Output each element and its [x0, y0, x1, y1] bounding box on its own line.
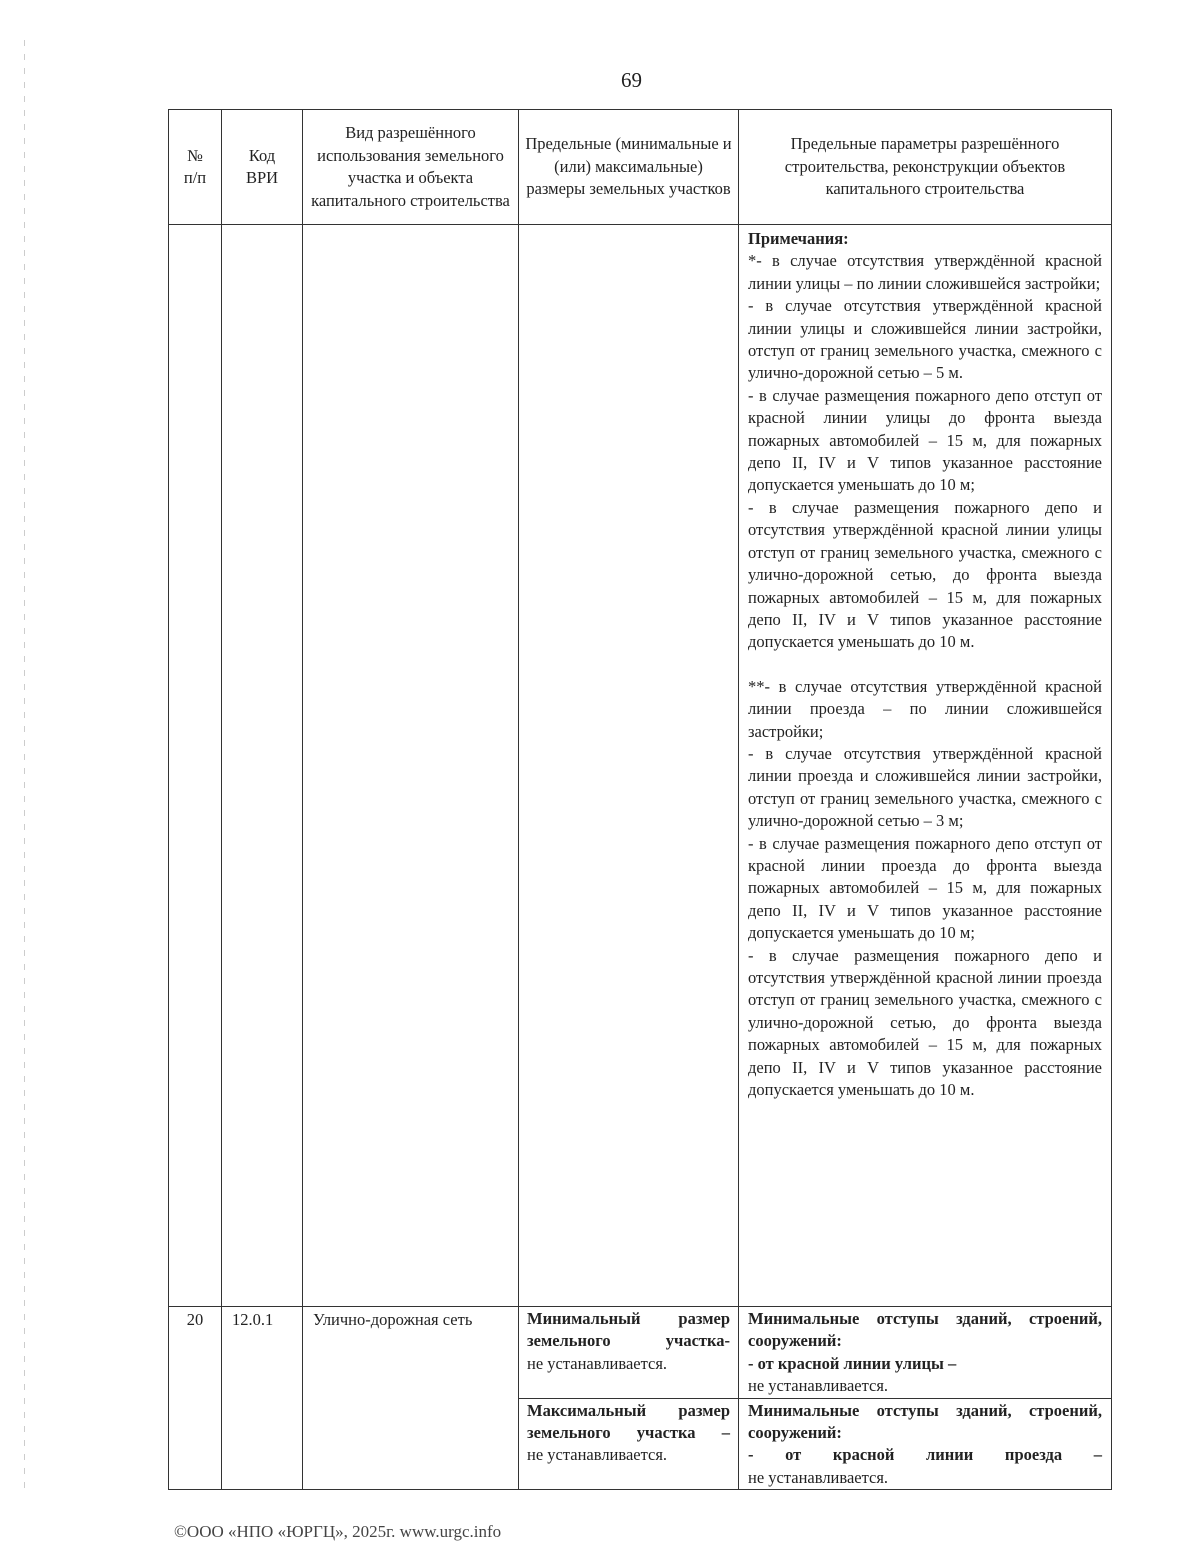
notes-paragraph: **- в случае отсутствия утверждённой красной линии проезда – по линии сложившейся застройки;: [748, 676, 1102, 741]
param2-sub: - от красной линии проезда –: [748, 1445, 1102, 1465]
footer-copyright: ©ООО «НПО «ЮРГЦ», 2025г. www.urgc.info: [174, 1522, 502, 1541]
param1-title: Минимальные отступы зданий, строений, сооружений:: [748, 1309, 1102, 1351]
param2-cell: [739, 1398, 1112, 1490]
size-min-cell: [519, 1307, 739, 1399]
notes-paragraph: - в случае отсутствия утверждённой красной линии улицы и сложившейся линии застройки, отступ от границ земельного участка, смежного с улично-дорожной сетью – 5 м.: [748, 296, 1102, 383]
notes-paragraph: *- в случае отсутствия утверждённой красной линии улицы – по линии сложившейся застройки;: [748, 251, 1102, 293]
notes-title: Примечания:: [748, 229, 849, 248]
notes-empty-code: [222, 225, 303, 1307]
size-max-value: не устанавливается.: [527, 1445, 668, 1465]
table-header-row: [169, 110, 1112, 225]
header-params: Предельные параметры разрешённого строительства, реконструкции объектов капитального строительства: [739, 110, 1112, 225]
param2-title: Минимальные отступы зданий, строений, сооружений:: [748, 1400, 1102, 1443]
table-row-20a: [169, 1307, 1112, 1399]
size-min-title: Минимальный размер земельного участка-: [527, 1309, 730, 1351]
table-row-notes: [169, 225, 1112, 1307]
notes-empty-size: [519, 225, 739, 1307]
notes-paragraph: - в случае размещения пожарного депо отступ от красной линии проезда до фронта выезда пожарных автомобилей – 15 м, для пожарных депо II, IV и V типов указанное расстояние допускается уменьшать до 10 м;: [748, 833, 1102, 943]
notes-empty-num: [169, 225, 222, 1307]
header-num: № п/п: [169, 110, 222, 225]
notes-cell: [739, 225, 1112, 1307]
notes-paragraph: - в случае размещения пожарного депо и отсутствия утверждённой красной линии улицы отступ от границ земельного участка, смежного с улично-дорожной сетью, до фронта выезда пожарных автомобилей – 15 м, для пожарных депо II, IV и V типов указанное расстояние допускается уменьшать до 10 м.: [748, 497, 1102, 652]
zoning-table: [168, 109, 1112, 1490]
header-vid: Вид разрешённого использования земельного участка и объекта капитального строительства: [303, 110, 519, 225]
param1-cell: [739, 1307, 1112, 1399]
notes-gap: [748, 654, 1102, 676]
header-code: Код ВРИ: [222, 110, 303, 225]
notes-paragraph: - в случае отсутствия утверждённой красной линии проезда и сложившейся линии застройки, отступ от границ земельного участка, смежного с улично-дорожной сетью – 3 м;: [748, 743, 1102, 831]
notes-paragraph: - в случае размещения пожарного депо отступ от красной линии улицы до фронта выезда пожарных автомобилей – 15 м, для пожарных депо II, IV и V типов указанное расстояние допускается уменьшать до 10 м;: [748, 385, 1102, 495]
param1-sub: - от красной линии улицы –: [748, 1353, 957, 1373]
notes-paragraph: - в случае размещения пожарного депо и отсутствия утверждённой красной линии проезда отступ от границ земельного участка, смежного с улично-дорожной сетью, до фронта выезда пожарных автомобилей – 15 м, для пожарных депо II, IV и V типов указанное расстояние допускается уменьшать до 10 м.: [748, 945, 1102, 1100]
page-number: 69: [621, 68, 642, 92]
param1-value: не устанавливается.: [748, 1376, 889, 1396]
param2-value: не устанавливается.: [748, 1467, 889, 1487]
size-min-value: не устанавливается.: [527, 1353, 668, 1373]
row-num: 20: [169, 1307, 222, 1490]
size-max-cell: [519, 1398, 739, 1490]
row-vid: Улично-дорожная сеть: [303, 1307, 519, 1490]
notes-empty-vid: [303, 225, 519, 1307]
scan-edge-line: [24, 40, 25, 1490]
header-size: Предельные (минимальные и (или) максимальные) размеры земельных участков: [519, 110, 739, 225]
size-max-title: Максимальный размер земельного участка –: [527, 1400, 730, 1443]
row-code: 12.0.1: [222, 1307, 303, 1490]
